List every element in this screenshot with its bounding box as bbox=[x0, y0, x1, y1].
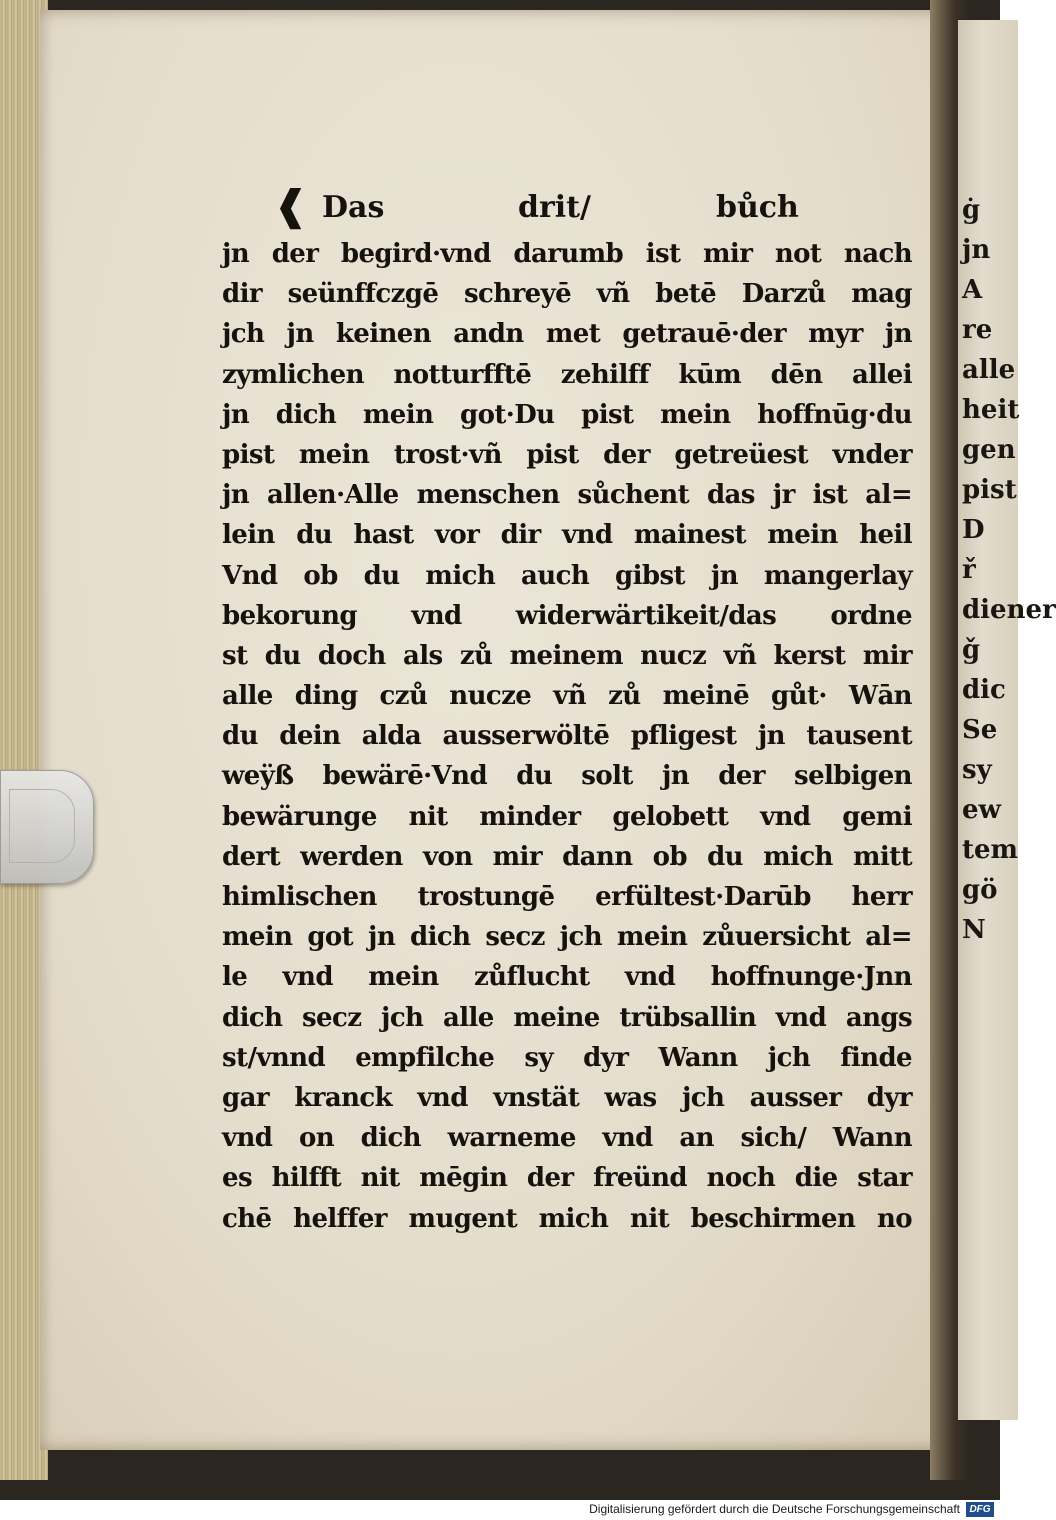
page-clip-inner bbox=[9, 789, 75, 863]
facing-page-fragment: ġ bbox=[962, 195, 981, 225]
text-line: weÿß bewärē·Vnd du solt jn der selbigen bbox=[222, 761, 912, 792]
dfg-logo: DFG bbox=[966, 1502, 994, 1517]
text-line: alle ding czů nucze vñ zů meinē gůt· Wān bbox=[222, 681, 912, 712]
facing-page-fragment: ew bbox=[962, 795, 1001, 825]
text-line: es hilfft nit mēgin der freünd noch die star bbox=[222, 1163, 912, 1194]
text-line: le vnd mein zůflucht vnd hoffnunge·Jnn bbox=[222, 962, 912, 993]
text-line: jch jn keinen andn met getrauē·der myr jn bbox=[222, 319, 912, 350]
heading-word-buch: bůch bbox=[716, 190, 799, 225]
text-line: jn der begird·vnd darumb ist mir not nach bbox=[222, 239, 912, 269]
facing-page-fragment: heit bbox=[962, 395, 1020, 425]
facing-page-fragment: diener bbox=[962, 595, 1056, 625]
text-line: st du doch als zů meinem nucz vñ kerst mir bbox=[222, 640, 912, 671]
facing-page-fragment: gen bbox=[962, 435, 1016, 465]
text-block bbox=[222, 182, 912, 1239]
facing-page-fragment: gö bbox=[962, 875, 998, 905]
text-line: du dein alda ausserwöltē pfligest jn tausent bbox=[222, 721, 912, 752]
text-line: vnd on dich warneme vnd an sich/ Wann bbox=[222, 1123, 912, 1154]
running-heading bbox=[222, 182, 912, 234]
text-line: jn allen·Alle menschen sůchent das jr ist al= bbox=[222, 480, 912, 511]
facing-page-fragment: N bbox=[962, 915, 986, 945]
funding-credit: Digitalisierung gefördert durch die Deutsche Forschungsgemeinschaft bbox=[589, 1502, 960, 1516]
text-line: mein got jn dich secz jch mein zůuersicht al= bbox=[222, 922, 912, 953]
text-line: Vnd ob du mich auch gibst jn mangerlay bbox=[222, 560, 912, 591]
body-text bbox=[222, 234, 912, 1239]
pilcrow-mark: ❰ bbox=[274, 182, 308, 229]
facing-page-fragment: Se bbox=[962, 715, 998, 745]
facing-page-fragment: sy bbox=[962, 755, 992, 785]
facing-page-text bbox=[962, 190, 1056, 950]
heading-word-drit: drit/ bbox=[518, 190, 591, 225]
text-line: dich secz jch alle meine trübsallin vnd angs bbox=[222, 1002, 912, 1033]
page-clip bbox=[0, 770, 94, 884]
facing-page bbox=[958, 20, 1056, 1420]
text-line: chē helffer mugent mich nit beschirmen no bbox=[222, 1203, 912, 1234]
facing-page-fragment: pist bbox=[962, 475, 1017, 505]
facing-page-fragment: alle bbox=[962, 355, 1016, 385]
footer-bar bbox=[0, 1500, 1000, 1520]
heading-word-das: Das bbox=[322, 190, 385, 225]
facing-page-fragment: ř bbox=[962, 555, 976, 585]
text-line: st/vnnd empfilche sy dyr Wann jch finde bbox=[222, 1042, 912, 1073]
facing-page-fragment: dic bbox=[962, 675, 1006, 705]
text-line: lein du hast vor dir vnd mainest mein heil bbox=[222, 520, 912, 551]
facing-page-fragment: ǧ bbox=[962, 635, 981, 665]
facing-page-fragment: re bbox=[962, 315, 993, 345]
text-line: himlischen trostungē erfültest·Darūb herr bbox=[222, 882, 912, 912]
text-line: bekorung vnd widerwärtikeit/das ordne bbox=[222, 600, 912, 631]
facing-page-fragment: A bbox=[962, 275, 983, 305]
text-line: dert werden von mir dann ob du mich mitt bbox=[222, 841, 912, 872]
text-line: zymlichen notturfftē zehilff kūm dēn allei bbox=[222, 359, 912, 390]
facing-page-fragment: jn bbox=[962, 235, 991, 265]
text-line: gar kranck vnd vnstät was jch ausser dyr bbox=[222, 1082, 912, 1113]
text-line: pist mein trost·vñ pist der getreüest vnder bbox=[222, 439, 912, 470]
text-line: dir seünffczgē schreyē vñ betē Darzů mag bbox=[222, 279, 912, 310]
facing-page-fragment: tem bbox=[962, 835, 1019, 865]
text-line: jn dich mein got·Du pist mein hoffnūg·du bbox=[222, 399, 912, 430]
facing-page-fragment: D bbox=[962, 515, 985, 545]
text-line: bewärunge nit minder gelobett vnd gemi bbox=[222, 801, 912, 832]
